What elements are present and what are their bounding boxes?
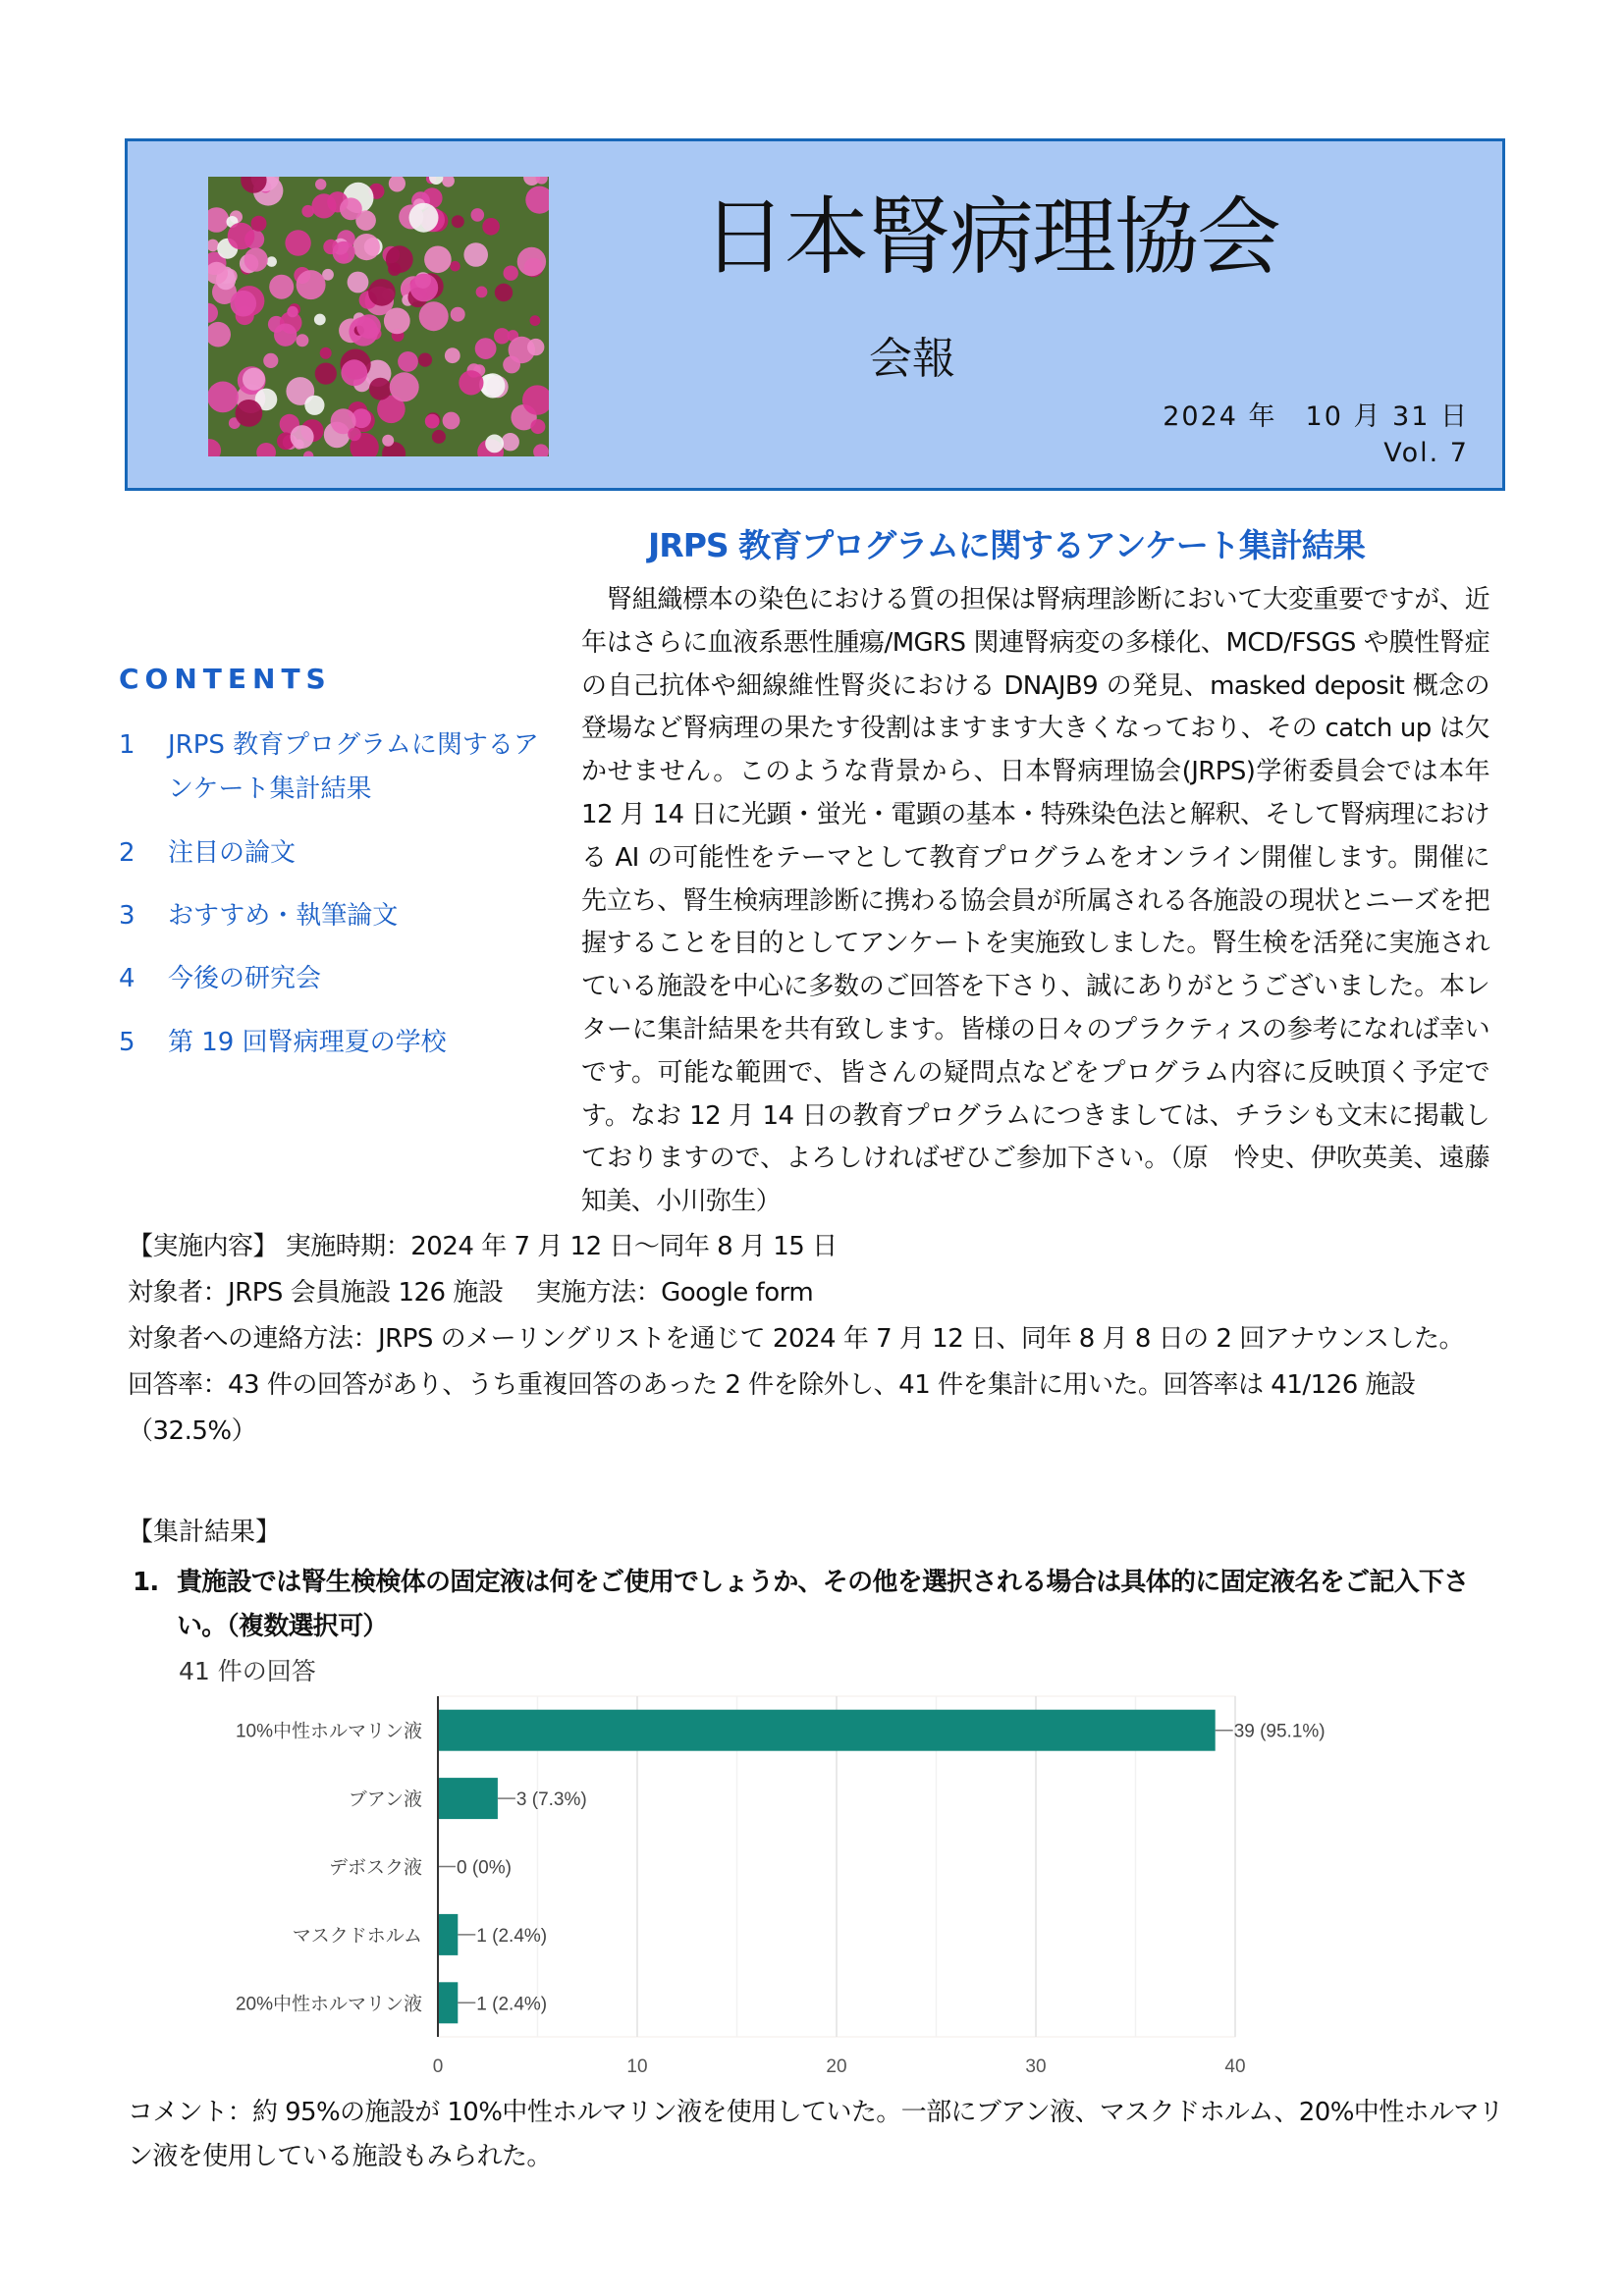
category-label: マスクドホルム: [292, 1925, 422, 1947]
flower-dot: [445, 347, 460, 363]
toc-number: 4: [119, 964, 135, 993]
issue-volume: Vol. 7: [1383, 438, 1469, 468]
flower-dot: [390, 372, 419, 401]
data-label: 3 (7.3%): [515, 1789, 587, 1811]
flower-dot: [369, 378, 392, 400]
newsletter-header: [125, 138, 1505, 491]
flower-dot: [251, 216, 267, 232]
survey-response-rate-percent: （32.5%）: [128, 1416, 257, 1446]
flower-dot: [314, 314, 326, 326]
flower-dot: [228, 223, 255, 250]
category-label: デボスク液: [328, 1857, 422, 1879]
flower-dot: [410, 274, 439, 302]
flower-dot: [471, 208, 485, 222]
bar: [438, 1710, 1216, 1751]
data-label: 1 (2.4%): [476, 1925, 548, 1947]
flower-dot: [263, 353, 278, 368]
newsletter-title: 日本腎病理協会: [702, 188, 1279, 287]
survey-period: 【実施内容】 実施時期：2024 年 7 月 12 日～同年 8 月 15 日: [128, 1232, 838, 1261]
flower-dot: [348, 272, 369, 294]
toc-item-4[interactable]: [119, 957, 551, 1001]
flower-dot: [386, 245, 413, 273]
flower-dot: [432, 430, 446, 444]
survey-target: 対象者：JRPS 会員施設 126 施設 実施方法：Google form: [128, 1278, 814, 1308]
issue-date: 2024 年 10 月 31 日: [1163, 401, 1469, 432]
toc-label[interactable]: 注目の論文: [168, 838, 297, 868]
data-label: 39 (95.1%): [1233, 1721, 1326, 1742]
flower-dot: [504, 266, 518, 281]
bar: [438, 1914, 458, 1955]
flower-dot: [482, 218, 500, 236]
flower-dot: [333, 241, 355, 264]
data-label: 0 (0%): [457, 1857, 512, 1879]
toc-number: 5: [119, 1028, 135, 1057]
flower-dot: [236, 400, 263, 427]
flower-dot: [315, 363, 337, 385]
flower-dot: [243, 368, 265, 391]
flower-dot: [503, 356, 520, 374]
response-count: 41 件の回答: [179, 1657, 316, 1685]
flower-dot: [274, 324, 297, 347]
flower-dot: [356, 314, 381, 339]
flower-dot: [425, 414, 440, 429]
toc-label[interactable]: 第 19 回腎病理夏の学校: [168, 1028, 447, 1057]
result-comment: コメント：約 95%の施設が 10%中性ホルマリン液を使用していた。一部にブアン液、マスクドホルム、20%中性ホルマリン液を使用している施設もみられた。: [128, 2098, 1504, 2171]
article-heading: JRPS 教育プログラムに関するアンケート集計結果: [648, 526, 1365, 564]
flower-dot: [494, 328, 510, 344]
chart-canvas: [196, 1683, 1375, 2096]
flower-dot: [451, 307, 465, 322]
flower-dot: [311, 193, 336, 218]
x-tick-label: 40: [1224, 2056, 1246, 2077]
flower-dot: [463, 242, 488, 267]
flower-photo-graphic: [208, 177, 549, 456]
flower-dot: [517, 247, 546, 276]
toc-number: 3: [119, 901, 135, 931]
flower-dot: [340, 197, 362, 220]
cosmos-flower-field-photo: [208, 177, 549, 456]
contents-title: CONTENTS: [119, 663, 332, 695]
article-intro: 腎組織標本の染色における質の担保は腎病理診断において大変重要ですが、近年はさらに血液系悪性腫瘍/MGRS 関連腎病変の多様化、MCD/FSGS や膜性腎症の自己抗体や細線維性腎炎における DNAJB9 の発見、masked deposit 概念の登場など腎病理の果たす役割はますます大きくなっており、その catch up は欠かせません。このような背景から、日本腎病理協会(JRPS)学術委員会では本年 12 月 14 日に光顕・蛍光・電顕の基本・特殊染色法と解釈、そして腎病理における AI の可能性をテーマとして教育プログラムをオンライン開催します。開催に先立ち、腎生検病理診断に携わる協会員が所属される各施設の現状とニーズを把握することを目的としてアンケートを実施致しました。腎生検を活発に実施されている施設を中心に多数のご回答を下さり、誠にありがとうございました。本レターに集計結果を共有致します。皆様の日々のプラクティスの参考になれば幸いです。可能な範囲で、皆さんの疑問点などをプログラム内容に反映頂く予定です。なお 12 月 14 日の教育プログラムにつきましては、チラシも文末に掲載しておりますので、よろしければぜひご参加下さい。（原 怜史、伊吹英美、遠藤知美、小川弥生）: [581, 585, 1489, 1217]
flower-dot: [476, 287, 488, 298]
survey-contact-method: 対象者への連絡方法：JRPS のメーリングリストを通じて 2024 年 7 月 12 日、同年 8 月 8 日の 2 回アナウンスした。: [128, 1324, 1464, 1354]
flower-dot: [475, 338, 497, 359]
flower-dot: [208, 382, 239, 413]
bar: [438, 1982, 458, 2023]
flower-dot: [419, 301, 449, 331]
flower-dot: [382, 435, 394, 447]
x-tick-label: 0: [432, 2056, 444, 2077]
toc-label[interactable]: 今後の研究会: [168, 964, 322, 993]
question-number: 1.: [133, 1568, 159, 1597]
results-label: 【集計結果】: [128, 1518, 282, 1547]
flower-dot: [231, 291, 257, 317]
flower-dot: [480, 373, 505, 398]
flower-dot: [315, 179, 326, 189]
flower-dot: [530, 419, 545, 434]
flower-dot: [502, 433, 519, 451]
category-label: ブアン液: [348, 1789, 422, 1811]
toc-label[interactable]: JRPS 教育プログラムに関するアンケート集計結果: [168, 730, 539, 804]
flower-dot: [384, 308, 410, 335]
x-tick-label: 30: [1025, 2056, 1047, 2077]
survey-response-rate: 回答率：43 件の回答があり、うち重複回答のあった 2 件を除外し、41 件を集計に用いた。回答率は 41/126 施設: [128, 1370, 1416, 1400]
bar: [438, 1778, 498, 1819]
flower-dot: [285, 230, 310, 255]
toc-label[interactable]: おすすめ・執筆論文: [168, 901, 399, 931]
toc-number: 2: [119, 838, 135, 868]
toc-item-2[interactable]: [119, 831, 551, 876]
flower-dot: [244, 248, 268, 272]
toc-item-1[interactable]: [119, 723, 551, 812]
question-1: [128, 1561, 1502, 1649]
x-tick-label: 20: [826, 2056, 847, 2077]
x-tick-label: 10: [626, 2056, 648, 2077]
data-label: 1 (2.4%): [476, 1994, 548, 2015]
toc-number: 1: [119, 730, 135, 760]
flower-dot: [353, 234, 380, 260]
flower-dot: [527, 339, 544, 355]
flower-dot: [459, 370, 483, 395]
fixative-bar-chart: [196, 1683, 1375, 2096]
flower-dot: [418, 353, 432, 367]
flower-dot: [291, 425, 314, 449]
question-text: 貴施設では腎生検検体の固定液は何をご使用でしょうか、その他を選択される場合は具体的に固定液名をご記入下さい。（複数選択可）: [177, 1568, 1469, 1641]
category-label: 10%中性ホルマリン液: [235, 1721, 422, 1742]
flower-dot: [266, 256, 277, 267]
flower-dot: [320, 347, 332, 359]
flower-dot: [287, 306, 298, 317]
newsletter-subtitle: 会報: [869, 334, 955, 384]
toc-item-5[interactable]: [119, 1021, 551, 1065]
flower-dot: [424, 246, 452, 274]
flower-dot: [443, 412, 460, 430]
flower-dot: [495, 284, 513, 301]
flower-dot: [348, 428, 361, 442]
flower-dot: [530, 315, 541, 326]
flower-dot: [450, 261, 460, 272]
flower-dot: [297, 270, 326, 299]
flower-dot: [296, 334, 308, 347]
flower-dot: [452, 215, 464, 228]
flower-dot: [485, 435, 504, 454]
flower-dot: [301, 205, 314, 218]
flower-dot: [409, 203, 439, 233]
toc-item-3[interactable]: [119, 894, 551, 938]
flower-dot: [368, 279, 396, 306]
flower-dot: [341, 359, 367, 386]
flower-dot: [304, 396, 324, 415]
flower-dot: [398, 351, 418, 372]
category-label: 20%中性ホルマリン液: [235, 1994, 422, 2015]
flower-dot: [269, 275, 294, 299]
